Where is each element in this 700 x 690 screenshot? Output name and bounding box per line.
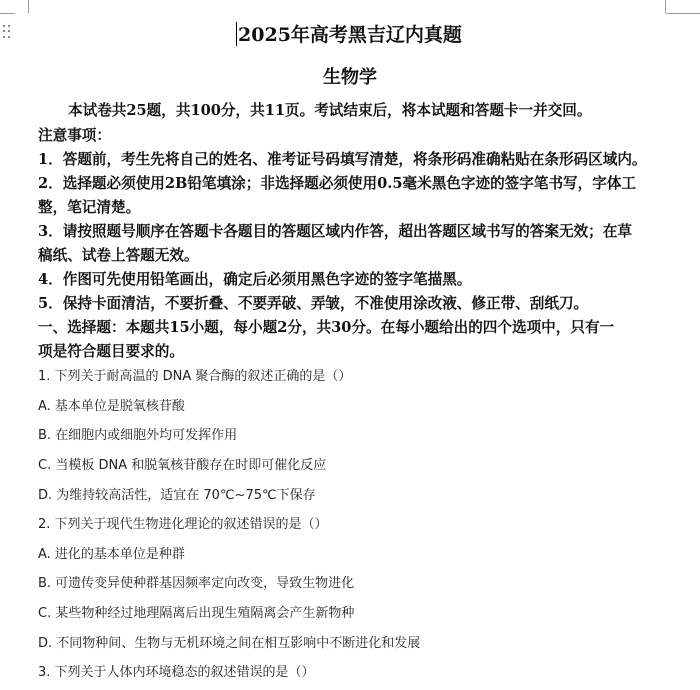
question-3-stem: 3. 下列关于人体内环境稳态的叙述错误的是（） — [38, 665, 315, 680]
page-corner-mark-left — [14, 0, 29, 13]
subject-title: 生物学 — [323, 67, 377, 88]
question-2-stem: 2. 下列关于现代生物进化理论的叙述错误的是（） — [38, 517, 328, 532]
note-3-line-2: 稿纸、试卷上答题无效。 — [38, 247, 199, 264]
note-1: 1．答题前，考生先将自己的姓名、准考证号码填写清楚，将条形码准确粘贴在条形码区域内。 — [38, 151, 647, 168]
question-2-option-c: C. 某些物种经过地理隔离后出现生殖隔离会产生新物种 — [38, 606, 355, 621]
section-heading-line-2: 项是符合题目要求的。 — [38, 343, 184, 360]
note-2-line-1: 2．选择题必须使用2B铅笔填涂；非选择题必须使用0.5毫米黑色字迹的签字笔书写，字体工 — [38, 175, 637, 192]
notes-heading: 注意事项： — [38, 127, 111, 144]
page-corner-mark-left-h — [0, 13, 15, 14]
page-corner-mark-right — [665, 0, 680, 13]
question-2-option-a: A. 进化的基本单位是种群 — [38, 547, 185, 562]
note-3-line-1: 3．请按照题号顺序在答题卡各题目的答题区域内作答，超出答题区域书写的答案无效；在草 — [38, 223, 632, 240]
question-1-option-d: D. 为维持较高活性，适宜在 70℃~75℃下保存 — [38, 488, 316, 503]
document-title: 2025年高考黑吉辽内真题 — [238, 24, 462, 46]
question-1-option-b: B. 在细胞内或细胞外均可发挥作用 — [38, 428, 238, 443]
question-2-option-b: B. 可遗传变异使种群基因频率定向改变，导致生物进化 — [38, 576, 355, 591]
question-1-stem: 1. 下列关于耐高温的 DNA 聚合酶的叙述正确的是（） — [38, 369, 352, 384]
question-1-option-c: C. 当模板 DNA 和脱氧核苷酸存在时即可催化反应 — [38, 458, 327, 473]
section-heading-line-1: 一、选择题：本题共15小题，每小题2分，共30分。在每小题给出的四个选项中，只有一 — [38, 319, 615, 336]
page-corner-mark-right-h — [666, 13, 700, 14]
question-2-option-d: D. 不同物种间、生物与无机环境之间在相互影响中不断进化和发展 — [38, 636, 421, 651]
note-4: 4．作图可先使用铅笔画出，确定后必须用黑色字迹的签字笔描黑。 — [38, 271, 472, 288]
note-5: 5．保持卡面清洁，不要折叠、不要弄破、弄皱，不准使用涂改液、修正带、刮纸刀。 — [38, 295, 589, 312]
note-2-line-2: 整，笔记清楚。 — [38, 199, 141, 216]
question-1-option-a: A. 基本单位是脱氧核苷酸 — [38, 399, 185, 414]
exam-intro: 本试卷共25题，共100分，共11页。考试结束后，将本试题和答题卡一并交回。 — [68, 102, 592, 119]
